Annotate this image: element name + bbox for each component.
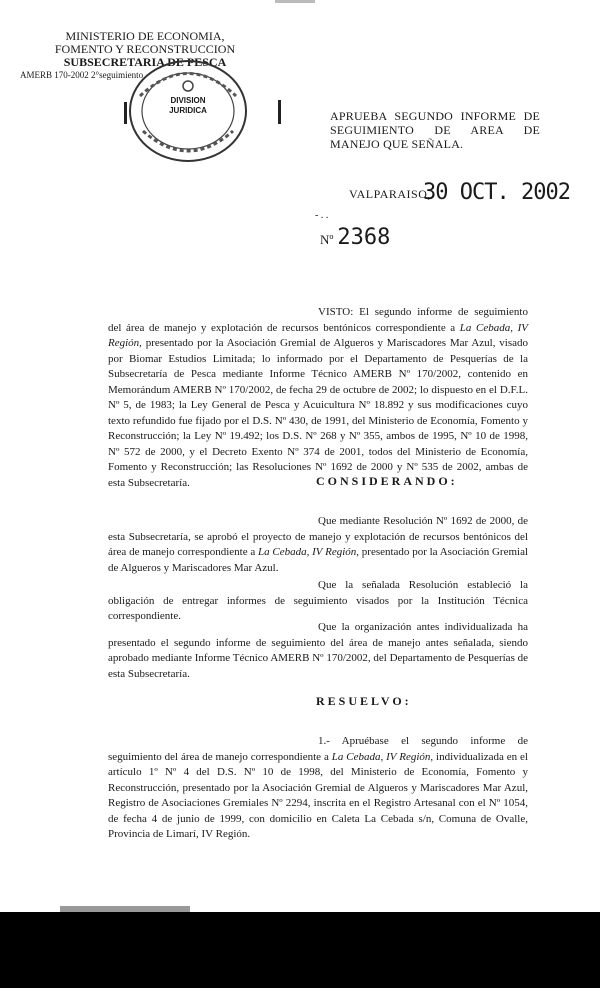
- paragraph-text: Que la señalada Resolución estableció la obligación de entregar informes de seguimiento visados por la Institución Técnica correspondiente.: [108, 579, 528, 622]
- paragraph-italic: La Cebada, IV Región: [331, 750, 431, 763]
- scan-artifact: - . .: [315, 210, 329, 221]
- ministry-name: MINISTERIO DE ECONOMIA,: [65, 29, 225, 43]
- considerando-paragraph: [108, 620, 528, 682]
- place: VALPARAISO,: [349, 187, 431, 201]
- margin-mark: [278, 100, 281, 124]
- visto-text-rest: , presentado por la Asociación Gremial de Algueros y Mariscadores Mar Azul, visado por Biomar Estudios Limitada; lo informado por el Departamento de Pesquerías de la Subsecretaría de Pesca mediante Informe Técnico AMERB Nº 170/2002, contenido en Memorándum AMERB Nº 170/2002, de fecha 29 de octubre de 2002; lo dispuesto en el D.F.L. Nº 5, de 1983; la Ley General de Pesca y Acuicultura Nº 18.892 y sus modificaciones cuyo texto refundido fue fijado por el D.S. Nº 430, de 1991, del Ministerio de Economía, Fomento y Reconstrucción; la Ley Nº 19.492; los D.S. Nº 268 y Nº 355, ambos de 1995, Nº 10 de 1998, Nº 572 de 2000, y el Decreto Exento Nº 374 de 2001, todos del Ministerio de Economía, Fomento y Reconstrucción; las Resoluciones Nº 1692 de 2000 y Nº 535 de 2002, ambas de esta Subsecretaría.: [108, 337, 528, 489]
- reference-code: AMERB 170-2002 2°seguimiento: [20, 70, 144, 80]
- visto-paragraph: [108, 305, 528, 491]
- paragraph-text: Que la organización antes individualizada ha presentado el segundo informe de seguimiento del área de manejo antes señalada, siendo aprobado mediante Informe Técnico AMERB Nº 170/2002, del Departamento de Pesquerías de esta Subsecretaría.: [108, 621, 528, 680]
- paragraph-text-rest: , presentado por la Asociación Gremial de Algueros y Mariscadores Mar Azul.: [108, 546, 529, 574]
- scan-border: [0, 912, 600, 988]
- paragraph-text: 1.- Apruébase el segundo informe de seguimiento del área de manejo correspondiente a: [108, 735, 528, 763]
- visto-place: La Cebada, IV Región: [108, 321, 528, 349]
- considerando-heading: CONSIDERANDO:: [316, 474, 458, 488]
- resuelvo-paragraph: [108, 734, 528, 843]
- paragraph-italic: La Cebada, IV Región: [258, 546, 357, 558]
- scan-artifact: [275, 0, 315, 3]
- visto-text: VISTO: El segundo informe de seguimiento del área de manejo y explotación de recursos bentónicos correspondiente a: [108, 306, 528, 334]
- subsecretaria-name: SUBSECRETARIA DE PESCA: [63, 55, 227, 69]
- ministry-name-2: FOMENTO Y RECONSTRUCCION: [54, 42, 236, 56]
- considerando-paragraph: [108, 514, 528, 576]
- paragraph-text-rest: , individualizada en el artículo 1º Nº 4 del D.S. Nº 10 de 1998, del Ministerio de Economía, Fomento y Reconstrucción, presentado por la Asociación Gremial de Algueros y Mariscadores Mar Azul, Registro de Asociaciones Gremiales Nº 2294, inscrita en el Registro Artesanal con el Nº 1054, de fecha 4 de junio de 1999, con domicilio en Caleta La Cebada s/n, Comuna de Ovalle, Provincia de Limarí, IV Región.: [108, 750, 528, 840]
- resolution-number: [320, 225, 390, 250]
- considerando-paragraph: [108, 578, 528, 625]
- margin-mark: [124, 102, 127, 124]
- seal-label: DIVISION JURIDICA: [169, 96, 207, 115]
- paragraph-text: Que mediante Resolución Nº 1692 de 2000, de esta Subsecretaría, se aprobó el proyecto de manejo y explotación de recursos bentónicos del área de manejo correspondiente a: [108, 515, 528, 558]
- resuelvo-heading: RESUELVO:: [316, 694, 412, 708]
- document-subject: APRUEBA SEGUNDO INFORME DE SEGUIMIENTO DE AREA DE MANEJO QUE SEÑALA.: [330, 109, 540, 151]
- stamped-date: 30 OCT. 2002: [423, 180, 570, 205]
- number-value: 2368: [337, 225, 391, 250]
- number-label: Nº: [320, 232, 334, 247]
